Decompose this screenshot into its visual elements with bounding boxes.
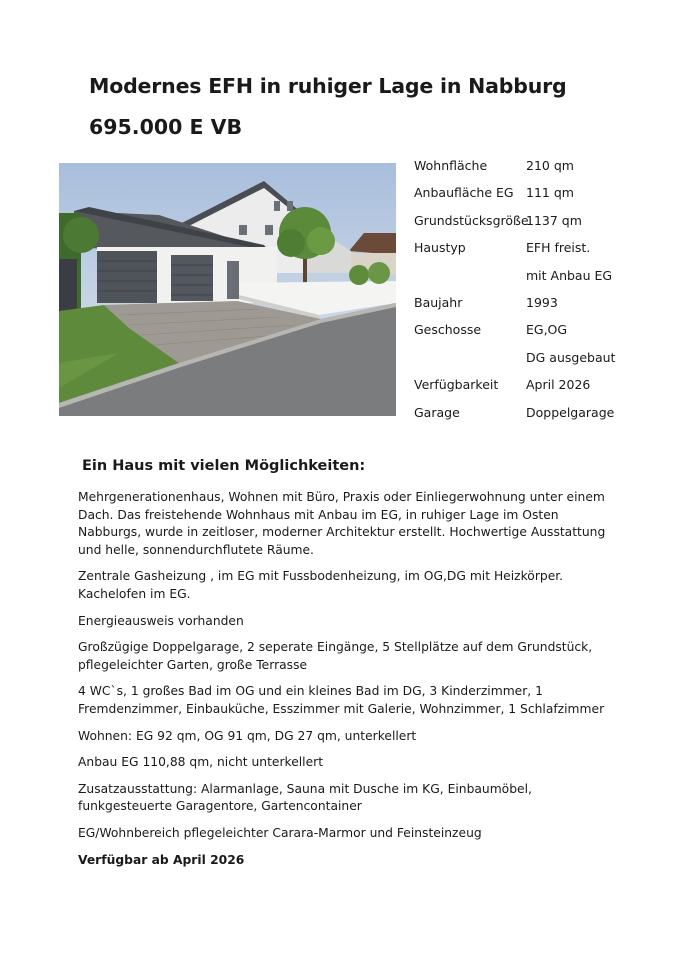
description-paragraph: 4 WC`s, 1 großes Bad im OG und ein kleines Bad im DG, 3 Kinderzimmer, 1 Fremdenzimmer, Einbauküche, Esszimmer mit Galerie, Wohnzimmer, 1 Schlafzimmer bbox=[78, 684, 605, 716]
fact-label: Anbaufläche EG bbox=[414, 185, 514, 201]
description-paragraph: Mehrgenerationenhaus, Wohnen mit Büro, Praxis oder Einliegerwohnung unter einem Dach. Das freistehende Wohnhaus mit Anbau im EG, in ruhiger Lage im Osten Nabburgs, wurde in zeitloser, moderner Architektur erstellt. Hochwertige Ausstattung und helle, sonnendurchflutete Räume. bbox=[78, 490, 606, 557]
description-paragraph: Energieausweis vorhanden bbox=[78, 613, 244, 628]
fact-label: Verfügbarkeit bbox=[414, 377, 499, 393]
description-paragraph: Zentrale Gasheizung , im EG mit Fussbodenheizung, im OG,DG mit Heizkörper. Kachelofen im EG. bbox=[78, 569, 564, 601]
availability-note: Verfügbar ab April 2026 bbox=[78, 852, 245, 867]
fact-value: 210 qm bbox=[526, 158, 574, 173]
description-paragraph: EG/Wohnbereich pflegeleichter Carara-Marmor und Feinsteinzeug bbox=[78, 825, 482, 840]
fact-value: 1993 bbox=[526, 294, 558, 310]
fact-label: Wohnfläche bbox=[414, 158, 488, 173]
fact-row-grundstuecksgroesse bbox=[414, 210, 664, 237]
fact-value: Doppelgarage bbox=[526, 404, 615, 420]
fact-row-anbauflaeche bbox=[414, 182, 664, 209]
description-paragraph: Großzügige Doppelgarage, 2 seperate Eingänge, 5 Stellplätze auf dem Grundstück, pflegeleichter Garten, große Terrasse bbox=[78, 640, 593, 672]
fact-row-verfuegbarkeit bbox=[414, 374, 664, 401]
fact-value: mit Anbau EG bbox=[526, 267, 613, 283]
fact-label: Haustyp bbox=[414, 240, 466, 256]
fact-label: Geschosse bbox=[414, 322, 482, 338]
description bbox=[78, 489, 623, 878]
fact-value: EG,OG bbox=[526, 322, 568, 338]
fact-label: Grundstücksgröße bbox=[414, 212, 529, 228]
house-photo bbox=[59, 163, 396, 416]
listing-title: Modernes EFH in ruhiger Lage in Nabburg bbox=[89, 74, 567, 98]
fact-value: DG ausgebaut bbox=[526, 349, 616, 365]
fact-row-haustyp-cont bbox=[414, 265, 664, 292]
fact-label: Garage bbox=[414, 404, 460, 420]
fact-row-garage bbox=[414, 402, 664, 429]
description-paragraph: Zusatzausstattung: Alarmanlage, Sauna mit Dusche im KG, Einbaumöbel, funkgesteuerte Garagentore, Gartencontainer bbox=[78, 781, 532, 814]
description-paragraph: Wohnen: EG 92 qm, OG 91 qm, DG 27 qm, unterkellert bbox=[78, 728, 417, 743]
fact-row-wohnflaeche bbox=[414, 155, 664, 182]
fact-label: Baujahr bbox=[414, 294, 463, 310]
description-paragraph: Anbau EG 110,88 qm, nicht unterkellert bbox=[78, 755, 324, 770]
fact-row-geschosse-cont bbox=[414, 347, 664, 374]
listing-price: 695.000 E VB bbox=[89, 115, 243, 139]
fact-row-baujahr bbox=[414, 292, 664, 319]
fact-row-haustyp bbox=[414, 237, 664, 264]
fact-value: 111 qm bbox=[526, 185, 574, 201]
fact-value: 1137 qm bbox=[526, 212, 582, 228]
property-facts-table bbox=[414, 155, 664, 429]
fact-row-geschosse bbox=[414, 319, 664, 346]
fact-value: April 2026 bbox=[526, 377, 591, 393]
fact-value: EFH freist. bbox=[526, 240, 591, 256]
intro-heading: Ein Haus mit vielen Möglichkeiten: bbox=[82, 458, 366, 474]
